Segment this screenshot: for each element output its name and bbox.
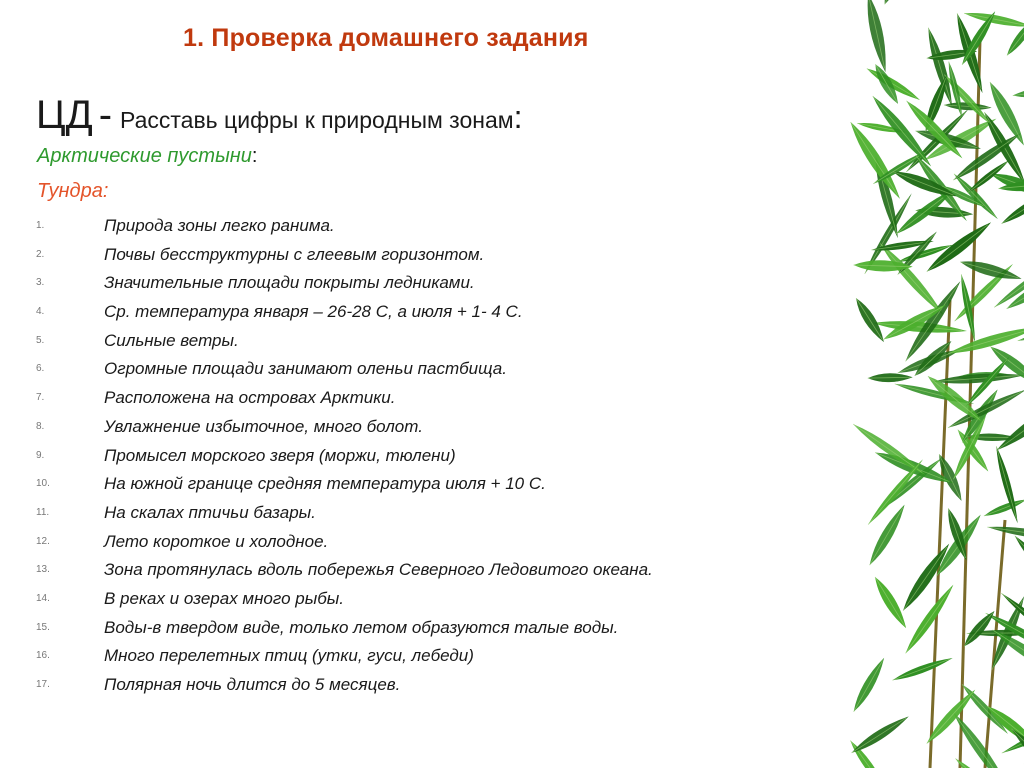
list-item-text: Увлажнение избыточное, много болот. — [104, 416, 423, 436]
list-item-number: 7. — [36, 392, 45, 404]
page-title: 1. Проверка домашнего задания — [183, 24, 589, 52]
list-item-number: 9. — [36, 449, 45, 461]
task-dash: - — [98, 93, 113, 137]
list-item-number: 15. — [36, 621, 50, 633]
list-item-text: На скалах птичьи базары. — [104, 502, 316, 522]
list-item-text: Промысел морского зверя (моржи, тюлени) — [104, 445, 456, 465]
zone-arctic-label: Арктические пустыни — [37, 145, 252, 167]
list-item-text: Много перелетных птиц (утки, гуси, лебеди) — [104, 646, 474, 666]
list-item-number: 2. — [36, 248, 45, 260]
list-item-number: 16. — [36, 650, 50, 662]
list-item-text: Ср. температура января – 26-28 С, а июля + 1- 4 С. — [104, 302, 523, 322]
list-item-number: 17. — [36, 679, 50, 690]
list-item-number: 5. — [36, 334, 45, 346]
task-code: ЦД — [36, 93, 93, 137]
list-item-text: Лето короткое и холодное. — [104, 531, 329, 551]
list-item-number: 6. — [36, 363, 45, 375]
zone-tundra-colon: : — [102, 180, 109, 202]
zone-tundra-label: Тундра — [37, 180, 103, 202]
zone-arctic-heading — [37, 145, 257, 168]
list-item-number: 8. — [36, 420, 45, 432]
list-item-text: Природа зоны легко ранима. — [104, 216, 335, 235]
list-item-text: Полярная ночь длится до 5 месяцев. — [104, 675, 401, 694]
zone-tundra-heading — [37, 180, 108, 203]
task-text: Расставь цифры к природным зонам — [120, 107, 514, 133]
list-item-number: 3. — [36, 277, 45, 289]
list-item-number: 4. — [36, 306, 45, 318]
list-item-text: Значительные площади покрыты ледниками. — [104, 273, 475, 293]
list-item-text: Воды-в твердом виде, только летом образуются талые воды. — [104, 617, 619, 637]
bamboo-leaves-icon — [830, 0, 1024, 768]
list-item-number: 14. — [36, 592, 50, 604]
list-item-text: На южной границе средняя температура июля + 10 С. — [104, 474, 546, 494]
list-item-text: Расположена на островах Арктики. — [104, 388, 396, 408]
list-item-number: 12. — [36, 535, 50, 547]
list-item-text: Сильные ветры. — [104, 330, 239, 350]
list-item-text: Зона протянулась вдоль побережья Северного Ледовитого океана. — [104, 560, 653, 580]
zone-arctic-colon: : — [251, 145, 258, 167]
list-item-number: 11. — [36, 506, 50, 518]
list-item-text: Почвы бесструктурны с глеевым горизонтом. — [104, 244, 485, 264]
list-item-number: 1. — [36, 220, 45, 231]
list-item-number: 13. — [36, 564, 50, 576]
list-item-text: В реках и озерах много рыбы. — [104, 588, 345, 608]
task-instruction — [36, 93, 522, 138]
task-colon: : — [513, 99, 523, 135]
list-item-text: Огромные площади занимают оленьи пастбища. — [104, 359, 507, 379]
list-item-number: 10. — [36, 478, 50, 490]
